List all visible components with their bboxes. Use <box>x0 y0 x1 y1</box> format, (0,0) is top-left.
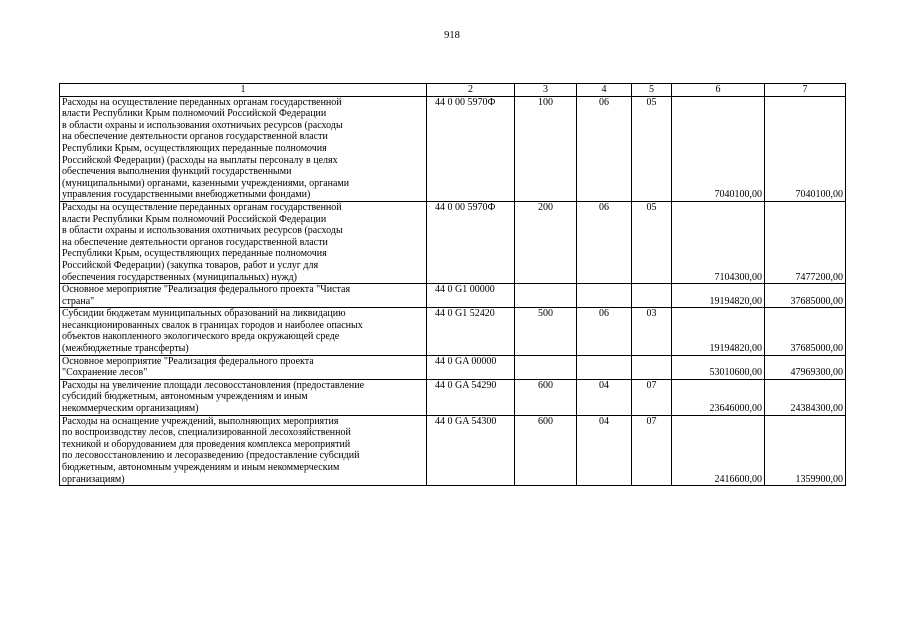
row-subsection: 07 <box>632 415 672 486</box>
page-number: 918 <box>444 30 460 41</box>
row-code: 44 0 00 5970Ф <box>427 96 515 201</box>
row-expense-type <box>515 355 577 379</box>
table-row <box>60 96 846 201</box>
row-section: 04 <box>577 379 632 415</box>
row-amount-col6: 19194820,00 <box>672 308 765 355</box>
table-row <box>60 415 846 486</box>
budget-table <box>59 83 846 486</box>
row-expense-type <box>515 284 577 308</box>
table-row <box>60 308 846 355</box>
column-header: 7 <box>765 84 846 97</box>
row-subsection: 07 <box>632 379 672 415</box>
row-amount-col7: 1359900,00 <box>765 415 846 486</box>
table-row <box>60 201 846 283</box>
row-description: Расходы на осуществление переданных органам государственной власти Республики Крым полномочий Российской Федерации в области охраны и использования охотничьих ресурсов (расходы на обеспечение деятельности органов государственной власти Республики Крым, осуществляющих переданные полномочия Российской Федерации) (закупка товаров, работ и услуг для обеспечения государственных (муниципальных) нужд) <box>60 201 427 283</box>
table-row <box>60 379 846 415</box>
row-code: 44 0 G1 00000 <box>427 284 515 308</box>
row-description: Расходы на осуществление переданных органам государственной власти Республики Крым полномочий Российской Федерации в области охраны и использования охотничьих ресурсов (расходы на обеспечение деятельности органов государственной власти Республики Крым, осуществляющих переданные полномочия Российской Федерации) (расходы на выплаты персоналу в целях обеспечения выполнения функций государственными (муниципальными) органами, казенными учреждениями, органами управления государственными внебюджетными фондами) <box>60 96 427 201</box>
row-code: 44 0 GA 00000 <box>427 355 515 379</box>
column-header: 5 <box>632 84 672 97</box>
row-section <box>577 355 632 379</box>
row-section: 06 <box>577 96 632 201</box>
column-header: 3 <box>515 84 577 97</box>
column-header: 4 <box>577 84 632 97</box>
table-row <box>60 355 846 379</box>
row-code: 44 0 G1 52420 <box>427 308 515 355</box>
row-code: 44 0 GA 54290 <box>427 379 515 415</box>
row-section: 06 <box>577 308 632 355</box>
row-subsection: 05 <box>632 96 672 201</box>
row-amount-col7: 24384300,00 <box>765 379 846 415</box>
row-code: 44 0 GA 54300 <box>427 415 515 486</box>
row-expense-type: 200 <box>515 201 577 283</box>
row-expense-type: 600 <box>515 415 577 486</box>
row-expense-type: 600 <box>515 379 577 415</box>
row-amount-col6: 7040100,00 <box>672 96 765 201</box>
row-section: 06 <box>577 201 632 283</box>
row-amount-col7: 7040100,00 <box>765 96 846 201</box>
table-header-row <box>60 84 846 97</box>
row-amount-col7: 47969300,00 <box>765 355 846 379</box>
row-section <box>577 284 632 308</box>
row-subsection: 05 <box>632 201 672 283</box>
row-amount-col7: 37685000,00 <box>765 308 846 355</box>
row-description: Основное мероприятие "Реализация федерального проекта "Сохранение лесов" <box>60 355 427 379</box>
row-section: 04 <box>577 415 632 486</box>
row-subsection <box>632 284 672 308</box>
table-row <box>60 284 846 308</box>
row-subsection: 03 <box>632 308 672 355</box>
row-code: 44 0 00 5970Ф <box>427 201 515 283</box>
row-amount-col6: 2416600,00 <box>672 415 765 486</box>
column-header: 6 <box>672 84 765 97</box>
column-header: 2 <box>427 84 515 97</box>
row-subsection <box>632 355 672 379</box>
row-amount-col6: 23646000,00 <box>672 379 765 415</box>
row-expense-type: 100 <box>515 96 577 201</box>
row-amount-col7: 7477200,00 <box>765 201 846 283</box>
row-description: Расходы на оснащение учреждений, выполняющих мероприятия по воспроизводству лесов, специализированной лесохозяйственной техникой и оборудованием для проведения комплекса мероприятий по лесовосстановлению и лесоразведению (предоставление субсидий бюджетным, автономным учреждениям и иным некоммерческим организациям) <box>60 415 427 486</box>
row-description: Основное мероприятие "Реализация федерального проекта "Чистая страна" <box>60 284 427 308</box>
row-expense-type: 500 <box>515 308 577 355</box>
row-amount-col6: 7104300,00 <box>672 201 765 283</box>
column-header: 1 <box>60 84 427 97</box>
row-description: Расходы на увеличение площади лесовосстановления (предоставление субсидий бюджетным, автономным учреждениям и иным некоммерческим организациям) <box>60 379 427 415</box>
row-description: Субсидии бюджетам муниципальных образований на ликвидацию несанкционированных свалок в границах городов и наиболее опасных объектов накопленного экологического вреда окружающей среде (межбюджетные трансферты) <box>60 308 427 355</box>
row-amount-col6: 53010600,00 <box>672 355 765 379</box>
row-amount-col7: 37685000,00 <box>765 284 846 308</box>
row-amount-col6: 19194820,00 <box>672 284 765 308</box>
